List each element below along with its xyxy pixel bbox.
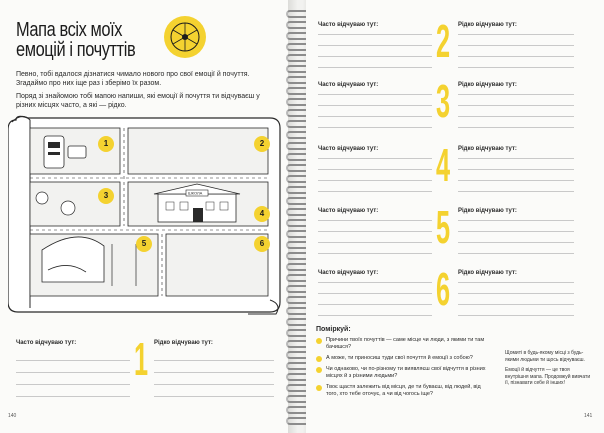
write-line[interactable] xyxy=(318,45,432,46)
often-label: Часто відчуваю тут: xyxy=(318,146,379,152)
write-line[interactable] xyxy=(16,360,130,361)
write-line[interactable] xyxy=(154,372,274,373)
rarely-label-1: Рідко відчуваю тут: xyxy=(154,340,213,346)
write-line[interactable] xyxy=(318,169,432,170)
section-number: 4 xyxy=(436,139,451,191)
map-marker-4: 4 xyxy=(254,206,270,222)
side-note-2: Емоції й відчуття — це твоя внутрішня мапа. Продовжуй вивчати її, пізнавати себе й інших! xyxy=(505,367,591,386)
write-line[interactable] xyxy=(318,315,432,316)
often-label: Часто відчуваю тут: xyxy=(318,22,379,28)
write-line[interactable] xyxy=(458,127,574,128)
reflection-item xyxy=(316,384,486,398)
emotion-wheel-icon xyxy=(164,16,206,58)
write-line[interactable] xyxy=(16,372,130,373)
bullet-icon xyxy=(316,385,322,391)
write-line[interactable] xyxy=(458,231,574,232)
reflection-item xyxy=(316,355,486,362)
write-line[interactable] xyxy=(318,116,432,117)
reflection-item-text: Чи однаково, чи по-різному ти виявляєш свої відчуття в різних місцях й з різними людьми? xyxy=(326,366,486,379)
write-line[interactable] xyxy=(318,158,432,159)
intro-paragraph-2: Поряд зі знайомою тобі мапою напиши, які емоції й почуття ти відчуваєш у різних місцях часто, а які — рідко. xyxy=(16,93,260,109)
section-number: 6 xyxy=(436,263,451,315)
write-line[interactable] xyxy=(318,242,432,243)
write-line[interactable] xyxy=(458,220,574,221)
write-line[interactable] xyxy=(458,282,574,283)
rarely-label: Рідко відчуваю тут: xyxy=(458,22,517,28)
write-line[interactable] xyxy=(458,293,574,294)
map-marker-1: 1 xyxy=(98,136,114,152)
rarely-label: Рідко відчуваю тут: xyxy=(458,146,517,152)
write-line[interactable] xyxy=(318,127,432,128)
write-line[interactable] xyxy=(458,94,574,95)
write-line[interactable] xyxy=(458,304,574,305)
rarely-label: Рідко відчуваю тут: xyxy=(458,208,517,214)
write-line[interactable] xyxy=(318,220,432,221)
write-line[interactable] xyxy=(458,67,574,68)
write-line[interactable] xyxy=(458,169,574,170)
reflection-item-text: Причини твоїх почуттів — саме місце чи люди, з якими ти там бачишся? xyxy=(326,337,485,350)
reflection-item xyxy=(316,337,486,351)
map-marker-5: 5 xyxy=(136,236,152,252)
write-line[interactable] xyxy=(458,45,574,46)
side-note xyxy=(505,350,593,391)
page-number-left: 140 xyxy=(8,413,17,419)
intro-paragraph-1: Певно, тобі вдалося дізнатися чимало нового про свої емоції й почуття. Згадаймо про них іще раз і зберімо їх разом. xyxy=(16,71,250,87)
bullet-icon xyxy=(316,367,322,373)
write-line[interactable] xyxy=(318,253,432,254)
often-label-1: Часто відчуваю тут: xyxy=(16,340,77,346)
map-drawing xyxy=(8,110,288,320)
write-line[interactable] xyxy=(458,242,574,243)
often-label: Часто відчуваю тут: xyxy=(318,208,379,214)
write-line[interactable] xyxy=(458,34,574,35)
map-marker-2: 2 xyxy=(254,136,270,152)
write-line[interactable] xyxy=(458,253,574,254)
write-line[interactable] xyxy=(154,360,274,361)
reflection-item-text: А може, ти приносиш туди свої почуття й емоції з собою? xyxy=(326,355,473,361)
write-line[interactable] xyxy=(458,116,574,117)
write-line[interactable] xyxy=(318,94,432,95)
often-label: Часто відчуваю тут: xyxy=(318,82,379,88)
section-number-1: 1 xyxy=(134,333,149,385)
left-page xyxy=(0,0,294,433)
write-line[interactable] xyxy=(318,191,432,192)
intro-text xyxy=(16,70,278,114)
map-marker-3: 3 xyxy=(98,188,114,204)
write-line[interactable] xyxy=(154,396,274,397)
reflection-block xyxy=(316,326,486,402)
rarely-label: Рідко відчуваю тут: xyxy=(458,270,517,276)
write-line[interactable] xyxy=(458,191,574,192)
write-line[interactable] xyxy=(16,396,130,397)
section-number: 3 xyxy=(436,75,451,127)
write-line[interactable] xyxy=(318,105,432,106)
write-line[interactable] xyxy=(318,56,432,57)
write-line[interactable] xyxy=(318,180,432,181)
write-line[interactable] xyxy=(318,231,432,232)
city-map xyxy=(8,110,288,320)
title-line-2: емоцій і почуттів xyxy=(16,39,136,61)
write-line[interactable] xyxy=(318,34,432,35)
write-line[interactable] xyxy=(318,67,432,68)
section-number: 5 xyxy=(436,201,451,253)
write-line[interactable] xyxy=(16,384,130,385)
school-sign: ШКОЛА xyxy=(188,190,203,196)
rarely-label: Рідко відчуваю тут: xyxy=(458,82,517,88)
write-line[interactable] xyxy=(458,56,574,57)
page-title xyxy=(16,20,135,60)
write-line[interactable] xyxy=(458,315,574,316)
write-line[interactable] xyxy=(318,282,432,283)
bullet-icon xyxy=(316,338,322,344)
write-line[interactable] xyxy=(458,105,574,106)
bullet-icon xyxy=(316,356,322,362)
reflection-item xyxy=(316,366,486,380)
page-number-right: 141 xyxy=(584,413,593,419)
reflection-title: Поміркуй: xyxy=(316,326,351,333)
map-marker-6: 6 xyxy=(254,236,270,252)
often-label: Часто відчуваю тут: xyxy=(318,270,379,276)
section-number: 2 xyxy=(436,15,451,67)
write-line[interactable] xyxy=(458,180,574,181)
write-line[interactable] xyxy=(318,304,432,305)
side-note-1: Щомиті в будь-якому місці з будь-якими людьми ти щось відчуваєш. xyxy=(505,350,585,363)
title-line-1: Мапа всіх моїх xyxy=(16,19,123,41)
write-line[interactable] xyxy=(458,158,574,159)
write-line[interactable] xyxy=(154,384,274,385)
reflection-item-text: Твоє щастя залежить від місця, де ти буваєш, від людей, від того, хто тебе оточує, а чи від чогось іще? xyxy=(326,384,481,397)
write-line[interactable] xyxy=(318,293,432,294)
